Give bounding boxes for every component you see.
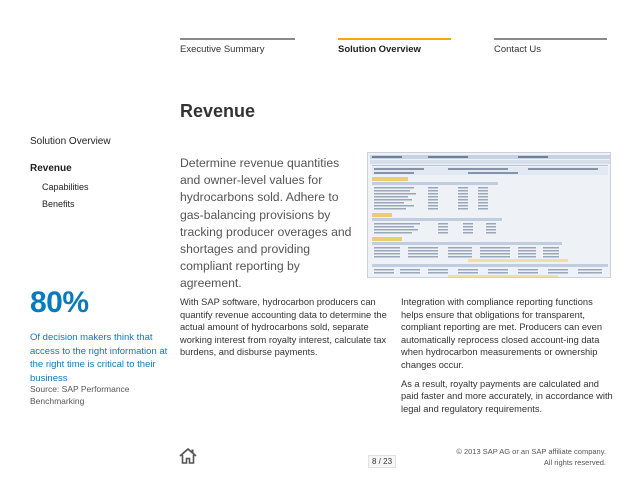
body-paragraph: Integration with compliance reporting functions helps ensure that obligations for transparent, compliant reporting are met. Producers can even automatically reprocess closed account-ing data when hydrocarbon measurements or ownership changes occur. (401, 297, 603, 370)
tab-label: Executive Summary (180, 44, 265, 55)
body-column-left: With SAP software, hydrocarbon producers can quantify revenue accounting data to determine the actual amount of hydrocarbons sold, separate working interest from royalty interest, calculate tax burdens, and disburse payments. (180, 297, 387, 358)
tab-indicator (338, 38, 451, 40)
sidebar-section-title[interactable]: Solution Overview (30, 136, 111, 147)
stat-value: 80% (30, 286, 89, 319)
page-title: Revenue (180, 101, 256, 121)
sidebar-item-benefits[interactable]: Benefits (42, 199, 75, 209)
stat-source: Source: SAP Performance Benchmarking (30, 384, 130, 406)
tab-indicator (494, 38, 607, 40)
home-icon[interactable] (178, 446, 198, 466)
copyright-line: All rights reserved. (543, 457, 606, 467)
copyright (456, 447, 606, 468)
sap-screenshot-image (367, 152, 611, 278)
page-indicator: 8 / 23 (368, 455, 396, 468)
body-column-right (401, 296, 613, 415)
tab-indicator (180, 38, 295, 40)
screenshot-graphic (368, 153, 611, 278)
tab-label: Contact Us (494, 44, 541, 55)
tab-label: Solution Overview (338, 44, 421, 55)
sidebar-item-revenue[interactable]: Revenue (30, 163, 72, 174)
body-paragraph: As a result, royalty payments are calculated and paid faster and more accurately, in accordance with legal and regulatory requirements. (401, 378, 613, 414)
stat-description: Of decision makers think that access to the right information at the right time is critical to their business (30, 332, 168, 384)
lead-paragraph: Determine revenue quantities and owner-level values for hydrocarbons sold. Adhere to gas-balancing provisions by tracking producer overages and shortages and providing compliant reporting by agreement. (180, 156, 352, 291)
sidebar-item-capabilities[interactable]: Capabilities (42, 182, 89, 192)
copyright-line: © 2013 SAP AG or an SAP affiliate company. (456, 447, 606, 456)
